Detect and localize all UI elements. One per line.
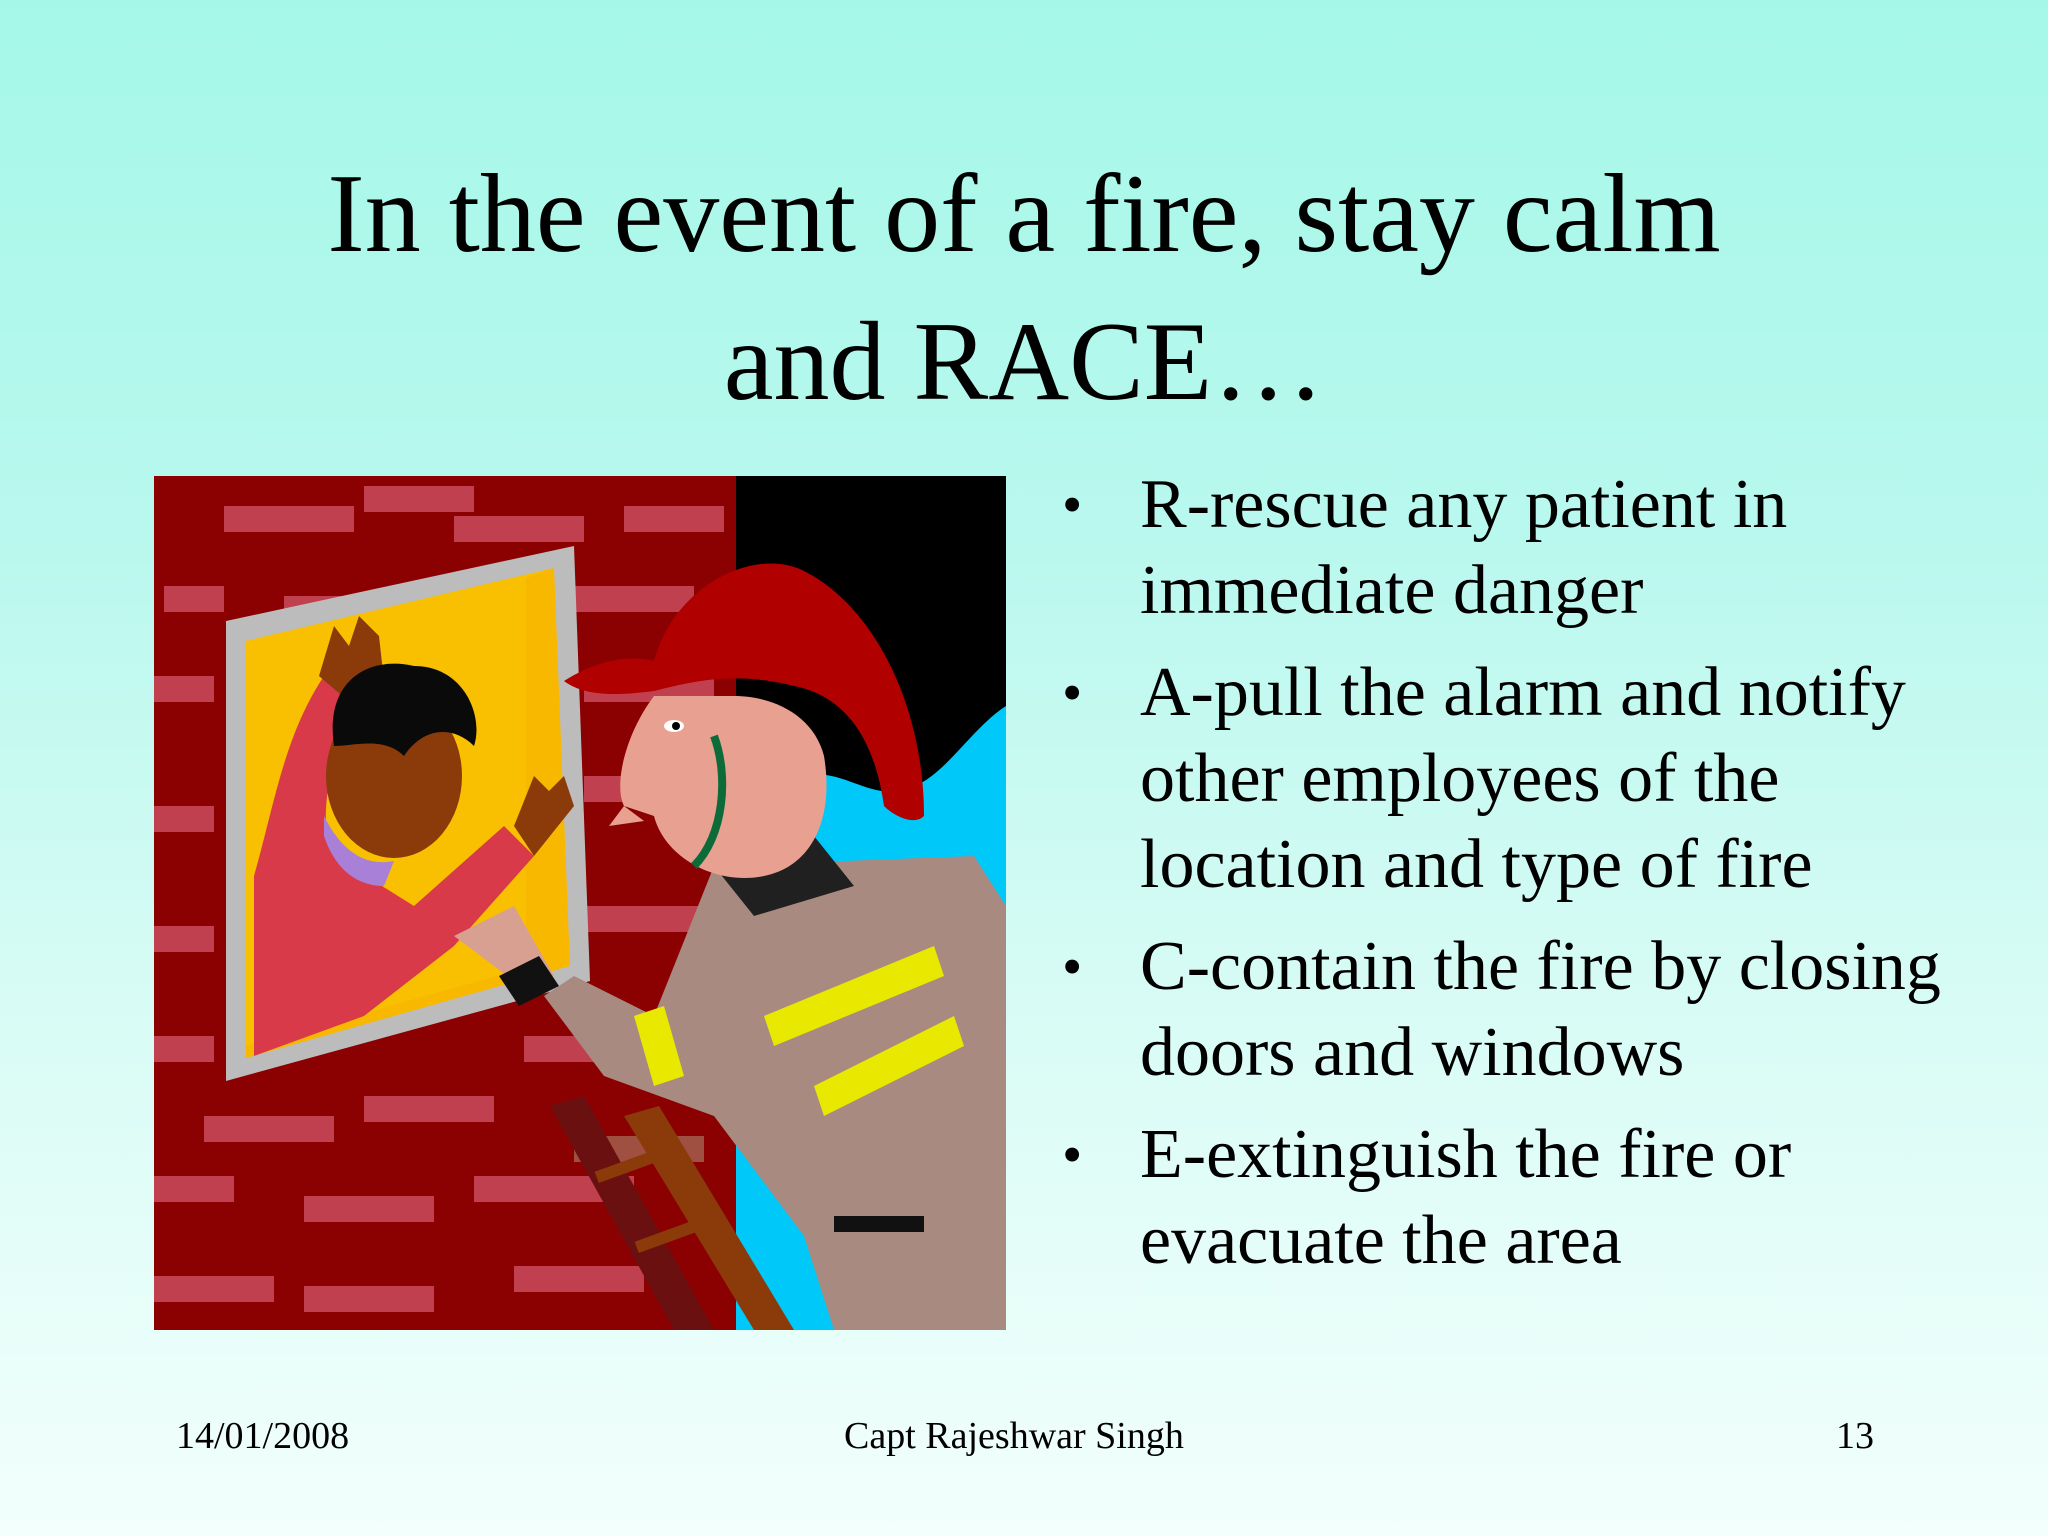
- page-number: 13: [1836, 1415, 1874, 1457]
- bullet-text: A-pull the alarm and notify other employees of the location and type of fire: [1140, 654, 1906, 903]
- slide-title: [0, 140, 2048, 436]
- bullet-text: R-rescue any patient in immediate danger: [1140, 466, 1788, 629]
- bullet-contain: [1060, 924, 2000, 1096]
- bullet-text: E-extinguish the fire or evacuate the area: [1140, 1116, 1792, 1279]
- bullet-rescue: [1060, 462, 2000, 634]
- bullet-list: [1060, 462, 2000, 1300]
- bullet-dot: •: [1062, 660, 1083, 725]
- bullet-dot: •: [1062, 934, 1083, 999]
- bullet-dot: •: [1062, 1122, 1083, 1187]
- bullet-text: C-contain the fire by closing doors and windows: [1140, 928, 1941, 1091]
- title-line-1: In the event of a fire, stay calm: [327, 152, 1721, 276]
- bullet-extinguish: [1060, 1112, 2000, 1284]
- coat-pocket: [834, 1216, 924, 1232]
- bullet-alarm: [1060, 650, 2000, 908]
- firefighter-rescue-illustration: [154, 476, 1006, 1330]
- bullet-dot: •: [1062, 472, 1083, 537]
- footer-author: Capt Rajeshwar Singh: [844, 1415, 1184, 1457]
- footer-date: 14/01/2008: [176, 1415, 350, 1457]
- title-line-2: and RACE…: [723, 300, 1325, 424]
